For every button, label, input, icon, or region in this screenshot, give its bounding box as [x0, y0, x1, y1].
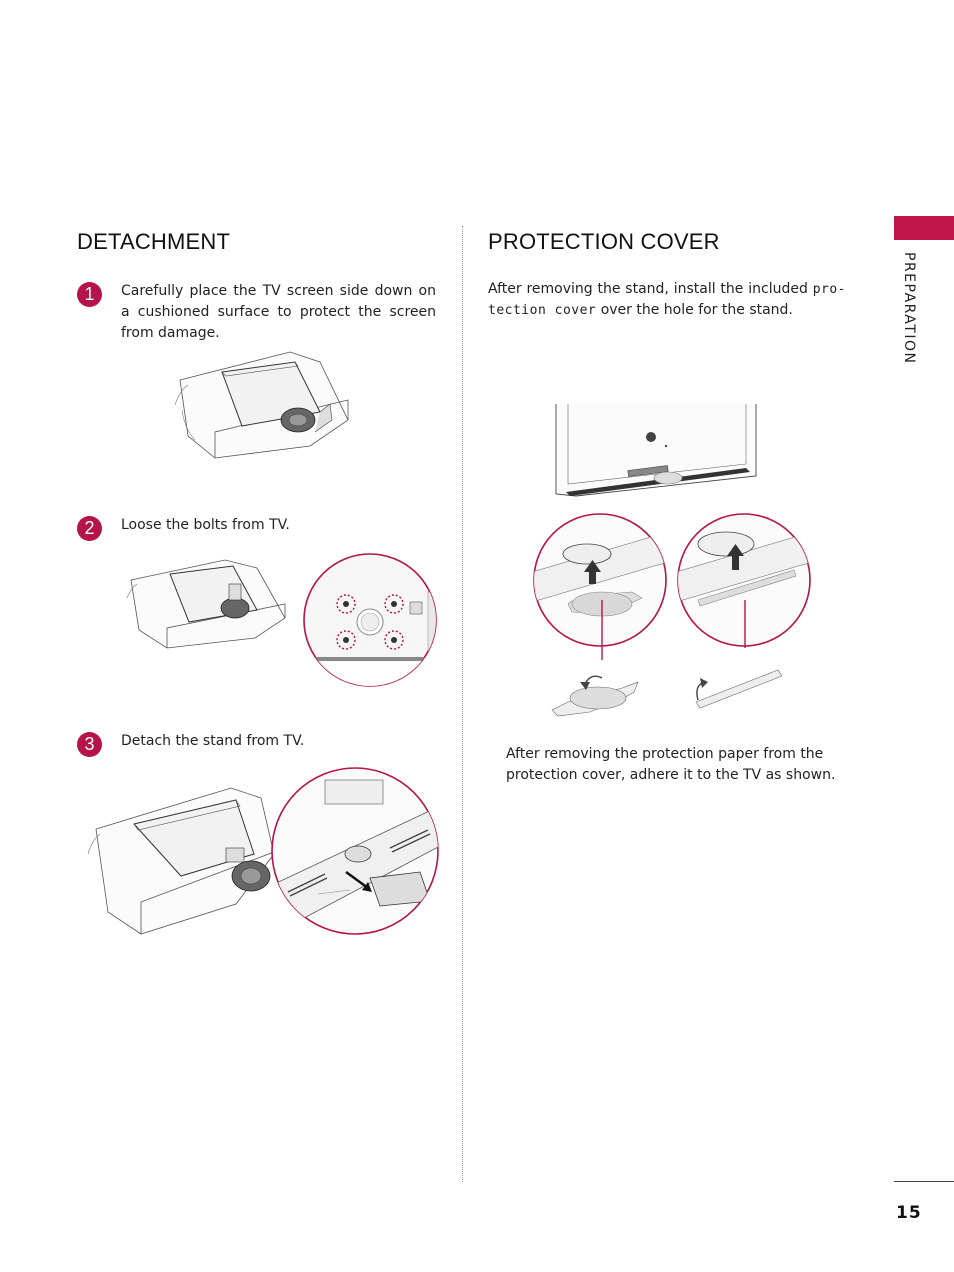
- tv-facedown-illustration: [170, 350, 350, 460]
- section-tab: [894, 216, 954, 240]
- detachment-title: DETACHMENT: [77, 229, 231, 254]
- section-tab-label: PREPARATION: [901, 252, 917, 365]
- page-number-rule: [894, 1181, 954, 1182]
- intro-emphasis-2: tection cover: [488, 303, 597, 318]
- round-cover-peel-icon: [550, 660, 645, 716]
- page-number: 15: [896, 1203, 922, 1223]
- tv-bolts-illustration: [125, 558, 287, 650]
- tv-stand-detach-illustration: [86, 784, 276, 939]
- tv-bottom-illustration: [556, 404, 756, 499]
- step-1-badge: 1: [77, 282, 102, 307]
- intro-before: After removing the stand, install the included: [488, 281, 813, 297]
- bolts-detail-callout: [302, 552, 438, 688]
- step-3-text: Detach the stand from TV.: [121, 733, 305, 749]
- protection-cover-title: PROTECTION COVER: [488, 229, 720, 254]
- callout-leader-lines: [520, 600, 760, 660]
- intro-emphasis-1: pro-: [812, 282, 846, 297]
- strip-cover-peel-icon: [690, 664, 785, 710]
- column-divider: [462, 226, 463, 1182]
- stand-removal-callout: [270, 766, 440, 936]
- step-3-badge: 3: [77, 732, 102, 757]
- protection-caption: After removing the protection paper from the protection cover, adhere it to the TV as shown.: [506, 746, 836, 783]
- protection-intro-text: [488, 279, 846, 321]
- step-2-badge: 2: [77, 516, 102, 541]
- intro-after: over the hole for the stand.: [596, 302, 793, 318]
- step-1-text: Carefully place the TV screen side down on a cushioned surface to protect the screen from damage.: [121, 283, 436, 341]
- step-2-text: Loose the bolts from TV.: [121, 517, 290, 533]
